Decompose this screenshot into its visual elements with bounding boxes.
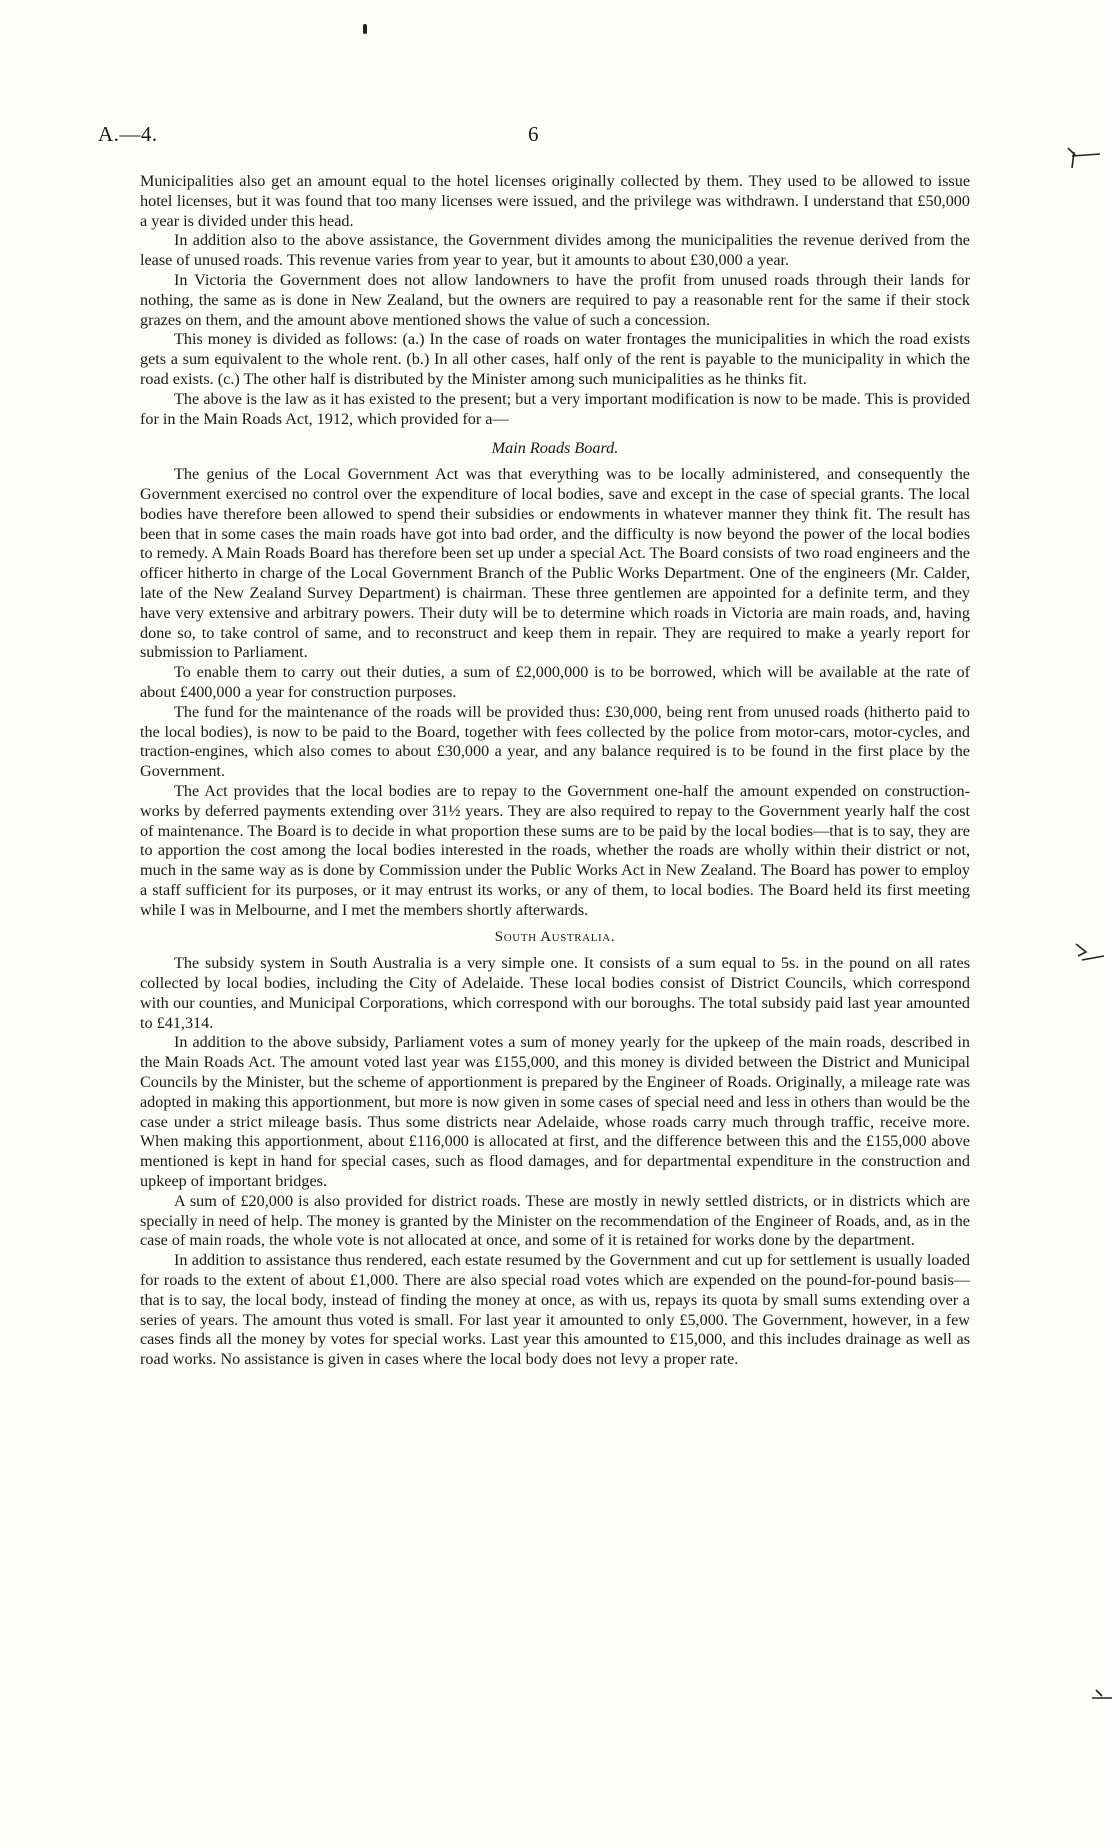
paragraph: The fund for the maintenance of the roads will be provided thus: £30,000, being rent from unused roads (hitherto paid to the local bodies), is now to be paid to the Board, together with fees collected by the police from motor-cars, motor-cycles, and traction-engines, which also comes to about £30,000 a year, and any balance required is to be found in the first place by the Government.: [140, 702, 970, 781]
page-header: [98, 122, 978, 152]
paragraph: The Act provides that the local bodies are to repay to the Government one-half the amount expended on construction-works by deferred payments extending over 31½ years. They are also required to repay to the Government yearly half the cost of maintenance. The Board is to decide in what proportion these sums are to be paid by the local bodies—that is to say, they are to apportion the cost among the local bodies interested in the roads, whether the roads are wholly within their district or not, much in the same way as is done by Commission under the Public Works Act in New Zealand. The Board has power to employ a staff sufficient for its purposes, or it may entrust its works, or any of them, to local bodies. The Board held its first meeting while I was in Melbourne, and I met the members shortly afterwards.: [140, 781, 970, 919]
paragraph: In addition to assistance thus rendered, each estate resumed by the Government and cut up for settlement is usually loaded for roads to the extent of about £1,000. There are also special road votes which are expended on the pound-for-pound basis—that is to say, the local body, instead of finding the money at once, as with us, repays its quota by small sums extending over a series of years. The amount thus voted is small. For last year it amounted to only £5,000. The Government, however, in a few cases finds all the money by votes for special works. Last year this amounted to £15,000, and this includes drainage as well as road works. No assistance is given in cases where the local body does not levy a proper rate.: [140, 1251, 970, 1369]
margin-tick-mark: [1088, 1686, 1114, 1706]
paragraph: A sum of £20,000 is also provided for district roads. These are mostly in newly settled districts, or in districts which are specially in need of help. The money is granted by the Minister on the recommendation of the Engineer of Roads, and, as in the case of main roads, the whole vote is not allocated at once, and some of it is retained for works done by the department.: [140, 1191, 970, 1250]
paragraph: Municipalities also get an amount equal to the hotel licenses originally collected by them. They used to be allowed to issue hotel licenses, but it was found that too many licenses were issued, and the privilege was withdrawn. I understand that £50,000 a year is divided under this head.: [140, 172, 970, 230]
paragraph: This money is divided as follows: (a.) In the case of roads on water frontages the municipalities in which the road exists gets a sum equivalent to the whole rent. (b.) In all other cases, half only of the rent is payable to the municipality in which the road exists. (c.) The other half is distributed by the Minister among such municipalities as he thinks fit.: [140, 330, 970, 388]
margin-tick-mark: [1064, 146, 1104, 170]
section-heading-main-roads-board: Main Roads Board.: [491, 439, 619, 458]
ink-mark: [363, 24, 367, 34]
paragraph: In addition also to the above assistance, the Government divides among the municipalities the revenue derived from the lease of unused roads. This revenue varies from year to year, but it amounts to about £30,000 a year.: [140, 231, 970, 270]
paragraph: The above is the law as it has existed to the present; but a very important modification is now to be made. This is provided for in the Main Roads Act, 1912, which provided for a—: [140, 389, 970, 428]
paragraph: In addition to the above subsidy, Parliament votes a sum of money yearly for the upkeep of the main roads, described in the Main Roads Act. The amount voted last year was £155,000, and this money is divided between the District and Municipal Councils by the Minister, but the scheme of apportionment is prepared by the Engineer of Roads. Originally, a mileage rate was adopted in making this apportionment, but more is now given in some cases of special need and less in others than would be the case under a strict mileage basis. Thus some districts near Adelaide, whose roads carry much through traffic, receive more. When making this apportionment, about £116,000 is allocated at first, and the difference between this and the £155,000 above mentioned is kept in hand for special cases, such as flood damages, and for departmental expenditure in the construction and upkeep of important bridges.: [140, 1033, 970, 1191]
paragraph: In Victoria the Government does not allow landowners to have the profit from unused roads through their lands for nothing, the same as is done in New Zealand, but the owners are required to pay a reasonable rent for the same if their stock grazes on them, and the amount above mentioned shows the value of such a concession.: [140, 270, 970, 329]
paragraph: The subsidy system in South Australia is a very simple one. It consists of a sum equal to 5s. in the pound on all rates collected by local bodies, including the City of Adelaide. These local bodies consist of District Councils, which correspond with our counties, and Municipal Corporations, which correspond with our boroughs. The total subsidy paid last year amounted to £41,314.: [140, 954, 970, 1032]
margin-tick-mark: [1072, 942, 1108, 968]
page-number: 6: [528, 122, 539, 146]
section-heading-south-australia: South Australia.: [494, 929, 616, 946]
document-reference: A.—4.: [98, 122, 158, 146]
body-text: [140, 172, 970, 1370]
paragraph: To enable them to carry out their duties, a sum of £2,000,000 is to be borrowed, which will be available at the rate of about £400,000 a year for construction purposes.: [140, 663, 970, 701]
paragraph: The genius of the Local Government Act was that everything was to be locally administered, and consequently the Government exercised no control over the expenditure of local bodies, save and except in the case of special grants. The local bodies have therefore been allowed to spend their subsidies or endowments in whatever manner they think fit. The result has been that in some cases the main roads have got into bad order, and the difficulty is now beyond the power of the local bodies to remedy. A Main Roads Board has therefore been set up under a special Act. The Board consists of two road engineers and the officer hitherto in charge of the Local Government Branch of the Public Works Department. One of the engineers (Mr. Calder, late of the New Zealand Survey Department) is chairman. These three gentlemen are appointed for a definite term, and they have very extensive and arbitrary powers. Their duty will be to determine which roads in Victoria are main roads, and, having done so, to take control of same, and to reconstruct and keep them in repair. They are required to make a yearly report for submission to Parliament.: [140, 465, 970, 662]
